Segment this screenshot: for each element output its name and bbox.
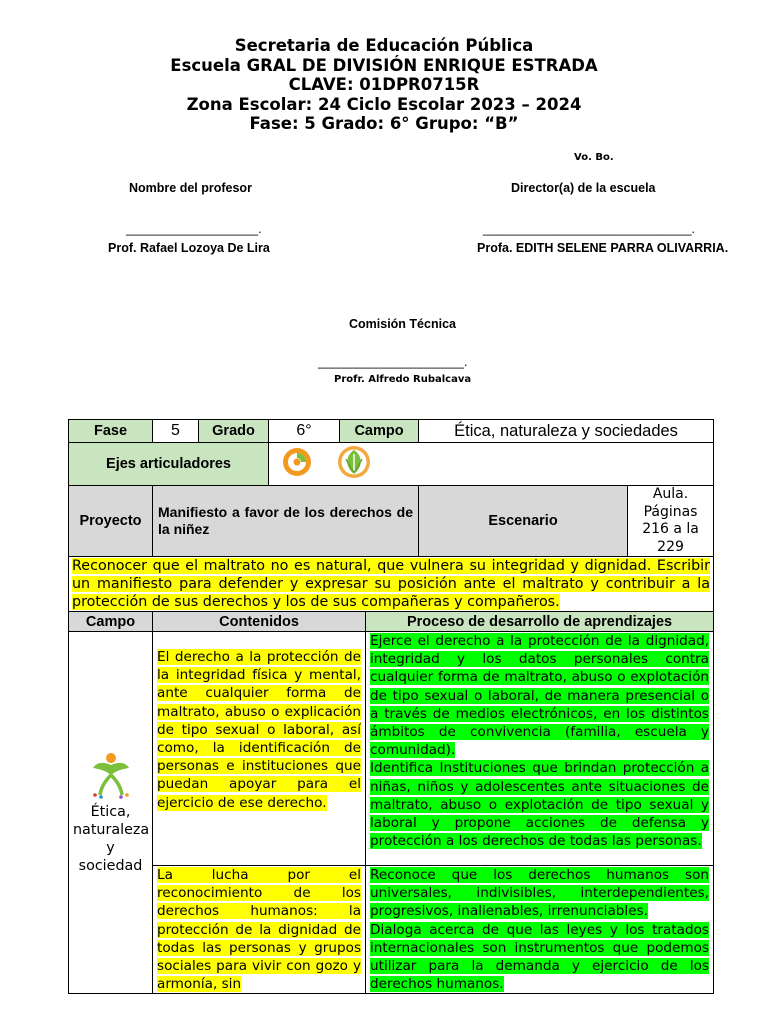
commission-signature-line: _____________________. (318, 355, 468, 369)
commission-title: Comisión Técnica (349, 317, 456, 331)
contenido-2-cell (153, 866, 366, 994)
fase-value: 5 (153, 420, 199, 443)
col-contenidos: Contenidos (153, 612, 366, 632)
director-signature-line: ______________________________. (483, 222, 696, 236)
objective-text: Reconocer que el maltrato no es natural, que vulnera su integridad y dignidad. Escribir un manifiesto para defender y expresar su posición ante el maltrato y contribuir a la protección de sus derechos y los de sus compañeras y compañeros. (72, 558, 711, 610)
proceso-1a-wrap (370, 632, 709, 759)
contenido-2: La lucha por el reconocimiento de los derechos humanos: la protección de la dignidad de todas las personas y grupos sociales para vivir con gozo y armonía, sin (157, 867, 362, 993)
contenido-1-cell (153, 632, 366, 866)
campo-ethics-icon (88, 751, 134, 799)
grado-label: Grado (199, 420, 269, 443)
campo-value: Ética, naturaleza y sociedades (419, 420, 714, 443)
inclusion-icon (283, 448, 311, 476)
vida-saludable-icon (338, 446, 370, 478)
proceso-2b-wrap (370, 921, 709, 994)
director-name: Profa. EDITH SELENE PARRA OLIVARRIA. (477, 241, 729, 255)
ejes-icon-group (279, 443, 389, 481)
header-line-1: Secretaria de Educación Pública (234, 36, 534, 55)
col-proceso: Proceso de desarrollo de aprendizajes (366, 612, 714, 632)
escenario-value: Aula. Páginas 216 a la 229 (628, 486, 714, 557)
col-campo: Campo (69, 612, 153, 632)
proceso-2b: Dialoga acerca de que las leyes y los tratados internacionales son instrumentos que podemos utilizar para la demanda y ejercicio de los derechos humanos. (370, 921, 710, 993)
objective-cell (69, 557, 714, 612)
campo-label: Campo (340, 420, 419, 443)
contenido-1-wrap (157, 648, 361, 812)
campo-cell-text: Ética, naturaleza y sociedad (73, 803, 150, 874)
contenido-1: El derecho a la protección de la integridad física y mental, ante cualquier forma de maltrato, abuso o explicación de tipo sexual o laboral, así como, la identificación de personas e instituciones que puedan apoyar para el ejercicio de ese derecho. (157, 649, 362, 811)
proceso-1b: Identifica Instituciones que brindan protección a niñas, niños y adolescentes ante situaciones de maltrato, abuso o explotación de tipo sexual y laboral y propone acciones de defensa y protección a los derechos de todas las personas. (370, 760, 710, 850)
director-role: Director(a) de la escuela (511, 181, 656, 195)
planning-table (68, 419, 714, 994)
grado-value: 6° (269, 420, 340, 443)
header-line-2: Escuela GRAL DE DIVISIÓN ENRIQUE ESTRADA (170, 55, 598, 75)
teacher-name: Prof. Rafael Lozoya De Lira (108, 241, 270, 255)
fase-label: Fase (69, 420, 153, 443)
proceso-1a: Ejerce el derecho a la protección de la dignidad, integridad y los datos personales contra cualquier forma de maltrato, abuso o explotación de tipo sexual o laboral, de manera presencial o a través de medios electrónicos, en los distintos ámbitos de convivencia (familia, escuela y comunidad). (370, 633, 710, 759)
ejes-label: Ejes articuladores (69, 443, 269, 486)
proyecto-value: Manifiesto a favor de los derechos de la niñez (153, 486, 419, 557)
escenario-label: Escenario (419, 486, 628, 557)
document-header (0, 36, 768, 134)
commission-name: Profr. Alfredo Rubalcava (334, 374, 472, 385)
header-line-3: CLAVE: 01DPR0715R (288, 75, 480, 94)
proyecto-label: Proyecto (69, 486, 153, 557)
campo-cell (69, 632, 153, 994)
proceso-2-cell (366, 866, 714, 994)
proceso-1-cell (366, 632, 714, 866)
header-line-5: Fase: 5 Grado: 6° Grupo: “B” (249, 114, 519, 133)
proceso-2a: Reconoce que los derechos humanos son universales, indivisibles, interdependientes, progresivos, inalienables, irrenunciables. (370, 867, 710, 920)
proceso-1b-wrap (370, 759, 709, 850)
vobo-label: Vo. Bo. (574, 152, 614, 163)
teacher-role: Nombre del profesor (129, 181, 252, 195)
ejes-icons (269, 443, 714, 486)
header-line-4: Zona Escolar: 24 Ciclo Escolar 2023 – 2024 (186, 94, 582, 114)
contenido-2-wrap (157, 866, 361, 993)
teacher-signature-line: ___________________. (126, 222, 262, 236)
proceso-2a-wrap (370, 866, 709, 921)
